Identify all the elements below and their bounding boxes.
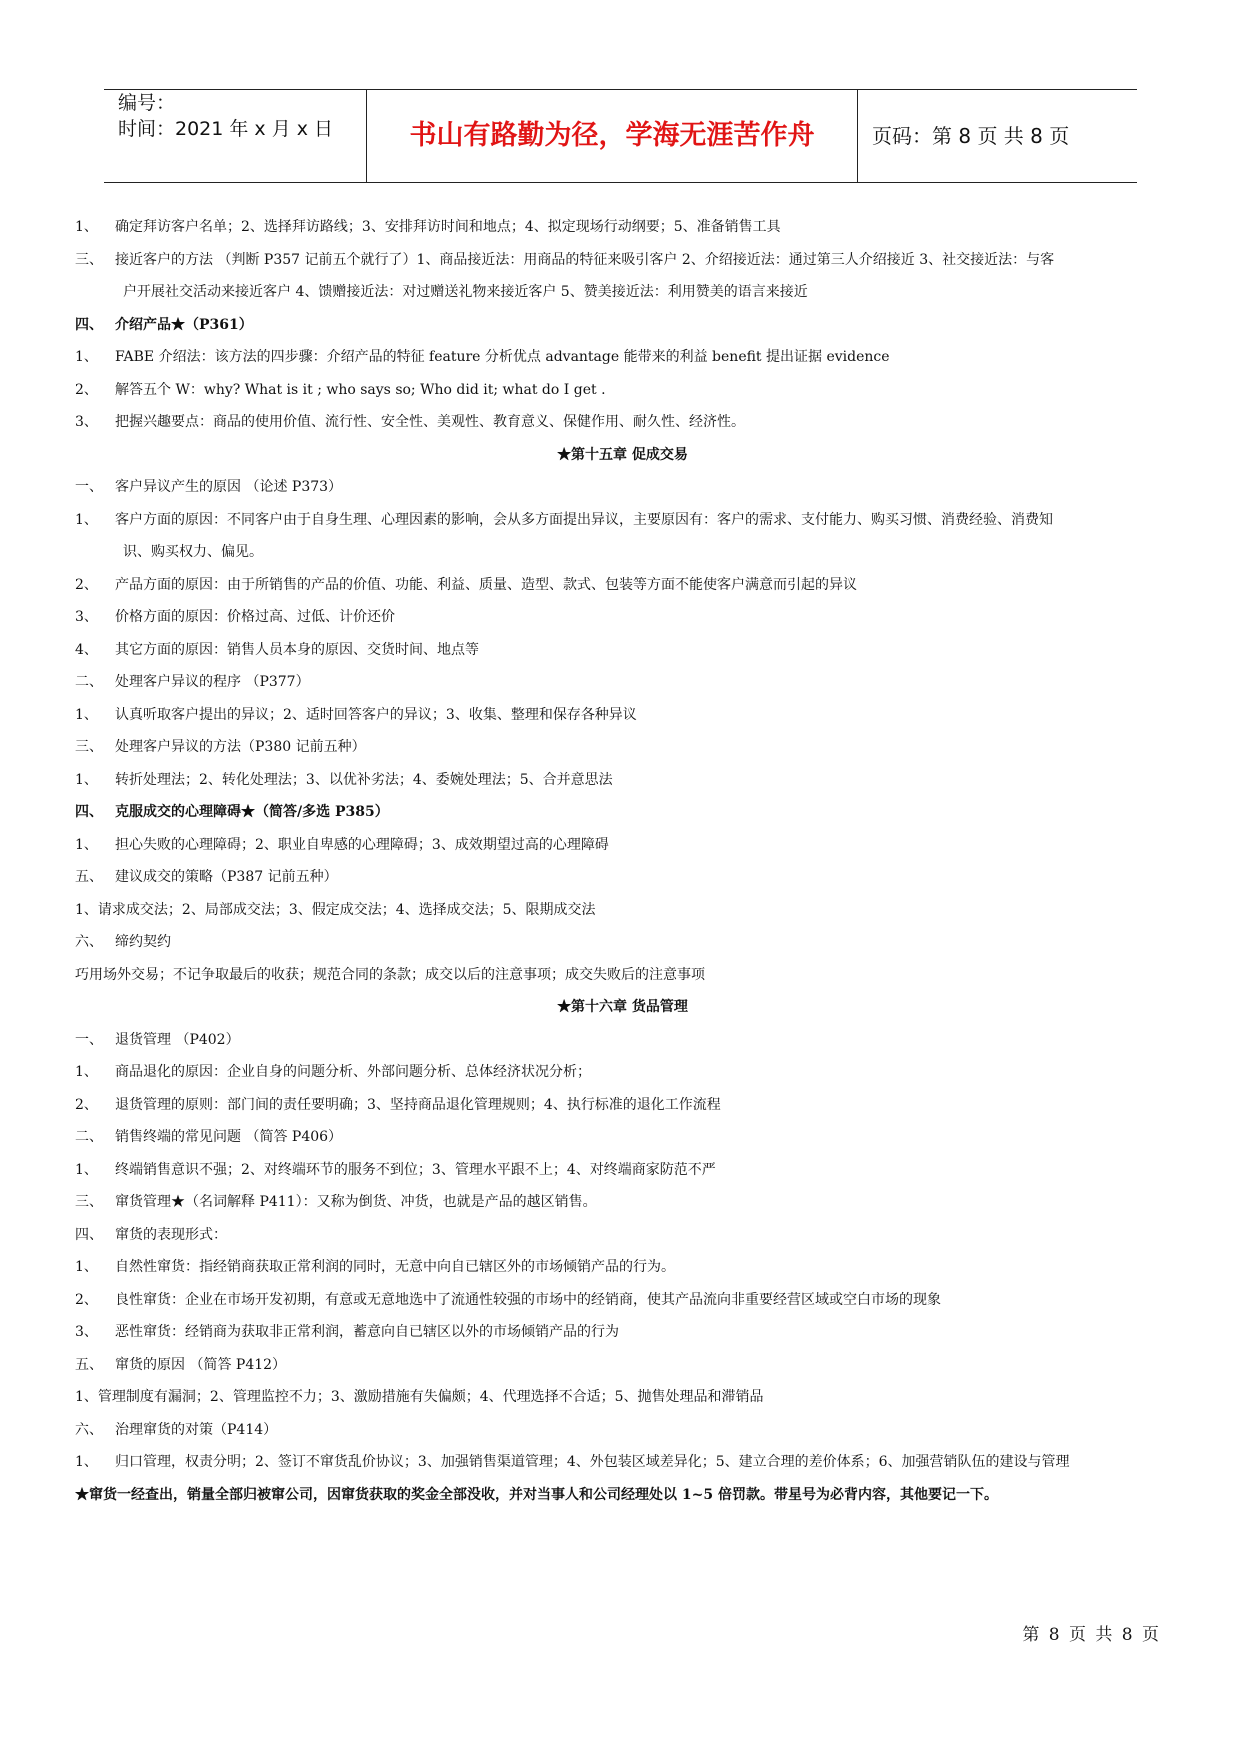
list-item: 1、 自然性窜货：指经销商获取正常利润的同时，无意中向自已辖区外的市场倾销产品的行为。 (75, 1259, 675, 1275)
section-heading: 一、 客户异议产生的原因 （论述 P373） (75, 479, 343, 495)
code-label: 编号： (118, 92, 176, 114)
section-heading: 一、 退货管理 （P402） (75, 1031, 240, 1048)
list-item: 1、管理制度有漏洞；2、管理监控不力；3、激励措施有失偏颇；4、代理选择不合适；5、抛售处理品和滞销品 (75, 1389, 764, 1405)
section-heading: 三、 接近客户的方法 （判断 P357 记前五个就行了）1、商品接近法：用商品的特征来吸引客户 2、介绍接近法：通过第三人介绍接近 3、社交接近法：与客 (75, 251, 1055, 268)
chapter-title: ★第十六章 货品管理 (557, 999, 688, 1015)
section-heading: 六、 缔约契约 (75, 934, 171, 950)
closing-note: ★窜货一经查出，销量全部归被窜公司，因窜货获取的奖金全部没收，并对当事人和公司经理处以 1~5 倍罚款。带星号为必背内容，其他要记一下。 (75, 1486, 998, 1503)
header-meta-cell (104, 90, 367, 182)
section-heading: 五、 建议成交的策略（P387 记前五种） (75, 869, 338, 885)
section-heading: 二、 销售终端的常见问题 （简答 P406） (75, 1129, 343, 1145)
section-heading: 三、 窜货管理★（名词解释 P411）：又称为倒货、冲货，也就是产品的越区销售。 (75, 1194, 597, 1210)
list-item: 3、 恶性窜货：经销商为获取非正常利润，蓄意向自已辖区以外的市场倾销产品的行为 (75, 1324, 619, 1340)
section-heading: 二、 处理客户异议的程序 （P377） (75, 674, 310, 690)
date-label: 时间：2021 年 x 月 x 日 (118, 118, 334, 140)
list-item: 1、 担心失败的心理障碍；2、职业自卑感的心理障碍；3、成效期望过高的心理障碍 (75, 836, 609, 853)
section-heading: 四、 介绍产品★（P361） (75, 316, 253, 333)
list-item: 1、 FABE 介绍法：该方法的四步骤：介绍产品的特征 feature 分析优点 advantage 能带来的利益 benefit 提出证据 evidence (75, 349, 890, 365)
chapter-title: ★第十五章 促成交易 (557, 446, 688, 463)
section-heading: 三、 处理客户异议的方法（P380 记前五种） (75, 739, 366, 755)
list-item: 1、 终端销售意识不强；2、对终端环节的服务不到位；3、管理水平跟不上；4、对终端商家防范不严 (75, 1161, 716, 1178)
list-item: 4、 其它方面的原因：销售人员本身的原因、交货时间、地点等 (75, 641, 479, 658)
list-item-continuation: 户开展社交活动来接近客户 4、馈赠接近法：对过赠送礼物来接近客户 5、赞美接近法：利用赞美的语言来接近 (123, 284, 808, 300)
list-item: 1、请求成交法；2、局部成交法；3、假定成交法；4、选择成交法；5、限期成交法 (75, 901, 596, 918)
section-heading: 四、 克服成交的心理障碍★（简答/多选 P385） (75, 804, 389, 820)
list-item: 3、 价格方面的原因：价格过高、过低、计价还价 (75, 609, 395, 625)
document-body (75, 211, 1170, 1511)
list-item: 1、 认真听取客户提出的异议；2、适时回答客户的异议；3、收集、整理和保存各种异议 (75, 706, 637, 723)
section-heading: 四、 窜货的表现形式： (75, 1226, 227, 1243)
list-item: 3、 把握兴趣要点：商品的使用价值、流行性、安全性、美观性、教育意义、保健作用、耐久性、经济性。 (75, 414, 745, 430)
section-heading: 六、 治理窜货的对策（P414） (75, 1421, 278, 1438)
list-item: 1、 商品退化的原因：企业自身的问题分析、外部问题分析、总体经济状况分析； (75, 1064, 591, 1080)
list-item: 1、 客户方面的原因：不同客户由于自身生理、心理因素的影响，会从多方面提出异议，主要原因有：客户的需求、支付能力、购买习惯、消费经验、消费知 (75, 511, 1053, 528)
list-item: 1、 确定拜访客户名单；2、选择拜访路线；3、安排拜访时间和地点；4、拟定现场行动纲要；5、准备销售工具 (75, 219, 781, 235)
section-heading: 五、 窜货的原因 （简答 P412） (75, 1356, 287, 1373)
header-motto: 书山有路勤为径，学海无涯苦作舟 (367, 90, 858, 182)
list-item: 巧用场外交易；不记争取最后的收获；规范合同的条款；成交以后的注意事项；成交失败后的注意事项 (75, 966, 705, 983)
list-item: 2、 退货管理的原则：部门间的责任要明确；3、坚持商品退化管理规则；4、执行标准的退化工作流程 (75, 1096, 721, 1113)
list-item: 2、 解答五个 W：why? What is it ; who says so; Who did it; what do I get . (75, 381, 606, 398)
list-item: 1、 转折处理法；2、转化处理法；3、以优补劣法；4、委婉处理法；5、合并意思法 (75, 771, 613, 788)
page-footer: 第 8 页 共 8 页 (1022, 1625, 1161, 1645)
list-item: 2、 良性窜货：企业在市场开发初期，有意或无意地选中了流通性较强的市场中的经销商，使其产品流向非重要经营区域或空白市场的现象 (75, 1291, 941, 1308)
list-item: 1、 归口管理，权责分明；2、签订不窜货乱价协议；3、加强销售渠道管理；4、外包装区域差异化；5、建立合理的差价体系；6、加强营销队伍的建设与管理 (75, 1454, 1070, 1470)
list-item: 2、 产品方面的原因：由于所销售的产品的价值、功能、利益、质量、造型、款式、包装等方面不能使客户满意而引起的异议 (75, 576, 857, 593)
header-page-label: 页码：第 8 页 共 8 页 (872, 124, 1070, 148)
document-header (104, 89, 1137, 183)
list-item-continuation: 识、购买权力、偏见。 (123, 544, 263, 560)
